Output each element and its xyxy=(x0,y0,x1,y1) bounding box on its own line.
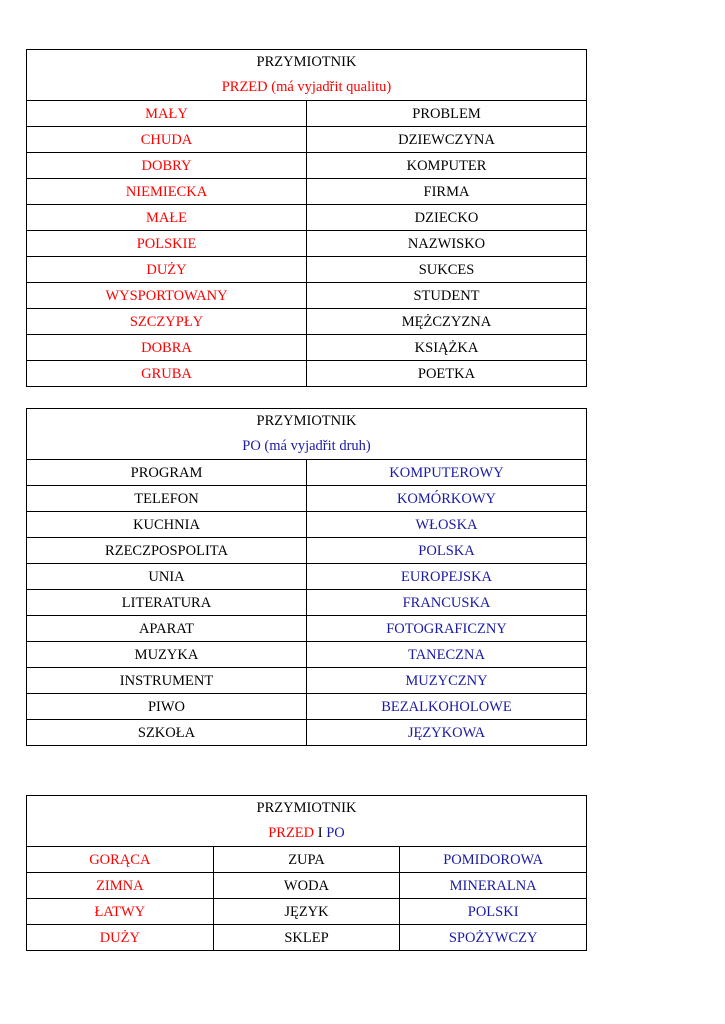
table-row xyxy=(27,460,587,486)
adjective-cell: BEZALKOHOLOWE xyxy=(307,694,587,720)
adjective-cell: DOBRY xyxy=(27,153,307,179)
table-row xyxy=(27,616,587,642)
adjective-after-cell: POMIDOROWA xyxy=(400,847,587,873)
table-row xyxy=(27,538,587,564)
noun-cell: NAZWISKO xyxy=(307,231,587,257)
adjective-cell: SZCZYPŁY xyxy=(27,309,307,335)
noun-cell: SUKCES xyxy=(307,257,587,283)
subtitle-joiner: I xyxy=(314,825,327,841)
adjective-cell: POLSKA xyxy=(307,538,587,564)
noun-cell: DZIEWCZYNA xyxy=(307,127,587,153)
adjective-cell: FOTOGRAFICZNY xyxy=(307,616,587,642)
adjective-cell: GRUBA xyxy=(27,361,307,387)
adjective-cell: WŁOSKA xyxy=(307,512,587,538)
table-row xyxy=(27,564,587,590)
table-row xyxy=(27,847,587,873)
adjective-cell: MUZYCZNY xyxy=(307,668,587,694)
table-header-row xyxy=(27,796,587,847)
noun-cell: MUZYKA xyxy=(27,642,307,668)
adjective-cell: NIEMIECKA xyxy=(27,179,307,205)
adjective-cell: MAŁE xyxy=(27,205,307,231)
noun-cell: ZUPA xyxy=(213,847,400,873)
table-header-cell xyxy=(27,50,587,101)
adjective-cell: FRANCUSKA xyxy=(307,590,587,616)
noun-cell: KUCHNIA xyxy=(27,512,307,538)
subtitle-after: PO xyxy=(326,825,345,841)
table-row xyxy=(27,153,587,179)
table-subtitle: PO (má vyjadřit druh) xyxy=(242,438,371,454)
noun-cell: STUDENT xyxy=(307,283,587,309)
adjectives-before-and-after-table xyxy=(26,795,587,951)
table-title: PRZYMIOTNIK xyxy=(256,800,357,816)
adjective-cell: DOBRA xyxy=(27,335,307,361)
table-row xyxy=(27,899,587,925)
adjective-after-cell: MINERALNA xyxy=(400,873,587,899)
table-subtitle xyxy=(27,821,586,846)
noun-cell: MĘŻCZYZNA xyxy=(307,309,587,335)
noun-cell: PROBLEM xyxy=(307,101,587,127)
adjective-cell: KOMÓRKOWY xyxy=(307,486,587,512)
table-row xyxy=(27,283,587,309)
noun-cell: WODA xyxy=(213,873,400,899)
table-row xyxy=(27,127,587,153)
subtitle-before: PRZED xyxy=(268,825,315,841)
adjective-before-cell: ZIMNA xyxy=(27,873,214,899)
noun-cell: INSTRUMENT xyxy=(27,668,307,694)
adjective-before-cell: GORĄCA xyxy=(27,847,214,873)
table-row xyxy=(27,925,587,951)
table-row xyxy=(27,873,587,899)
noun-cell: LITERATURA xyxy=(27,590,307,616)
table-row xyxy=(27,720,587,746)
table-row xyxy=(27,205,587,231)
noun-cell: PROGRAM xyxy=(27,460,307,486)
table-header-row xyxy=(27,50,587,101)
adjectives-before-table xyxy=(26,49,587,387)
noun-cell: APARAT xyxy=(27,616,307,642)
noun-cell: JĘZYK xyxy=(213,899,400,925)
adjective-cell: WYSPORTOWANY xyxy=(27,283,307,309)
table-row xyxy=(27,486,587,512)
adjectives-after-table xyxy=(26,408,587,746)
table-row xyxy=(27,231,587,257)
noun-cell: DZIECKO xyxy=(307,205,587,231)
table-subtitle: PRZED (má vyjadřit qualitu) xyxy=(221,79,392,95)
table-row xyxy=(27,642,587,668)
adjective-cell: DUŻY xyxy=(27,257,307,283)
adjective-before-cell: ŁATWY xyxy=(27,899,214,925)
adjective-cell: POLSKIE xyxy=(27,231,307,257)
table-row xyxy=(27,101,587,127)
table-row xyxy=(27,179,587,205)
noun-cell: TELEFON xyxy=(27,486,307,512)
noun-cell: RZECZPOSPOLITA xyxy=(27,538,307,564)
table-header-row xyxy=(27,409,587,460)
adjective-after-cell: POLSKI xyxy=(400,899,587,925)
table-row xyxy=(27,590,587,616)
table-row xyxy=(27,309,587,335)
table-row xyxy=(27,512,587,538)
noun-cell: KOMPUTER xyxy=(307,153,587,179)
adjective-cell: JĘZYKOWA xyxy=(307,720,587,746)
table-row xyxy=(27,361,587,387)
adjective-cell: EUROPEJSKA xyxy=(307,564,587,590)
table-header-cell xyxy=(27,796,587,847)
noun-cell: FIRMA xyxy=(307,179,587,205)
adjective-cell: TANECZNA xyxy=(307,642,587,668)
noun-cell: SZKOŁA xyxy=(27,720,307,746)
noun-cell: UNIA xyxy=(27,564,307,590)
table-row xyxy=(27,694,587,720)
adjective-cell: KOMPUTEROWY xyxy=(307,460,587,486)
adjective-cell: MAŁY xyxy=(27,101,307,127)
adjective-after-cell: SPOŻYWCZY xyxy=(400,925,587,951)
table-row xyxy=(27,257,587,283)
table-title: PRZYMIOTNIK xyxy=(256,54,357,70)
noun-cell: PIWO xyxy=(27,694,307,720)
table-header-cell xyxy=(27,409,587,460)
table-title: PRZYMIOTNIK xyxy=(256,413,357,429)
noun-cell: KSIĄŻKA xyxy=(307,335,587,361)
table-row xyxy=(27,668,587,694)
adjective-before-cell: DUŻY xyxy=(27,925,214,951)
adjective-cell: CHUDA xyxy=(27,127,307,153)
noun-cell: SKLEP xyxy=(213,925,400,951)
noun-cell: POETKA xyxy=(307,361,587,387)
table-row xyxy=(27,335,587,361)
